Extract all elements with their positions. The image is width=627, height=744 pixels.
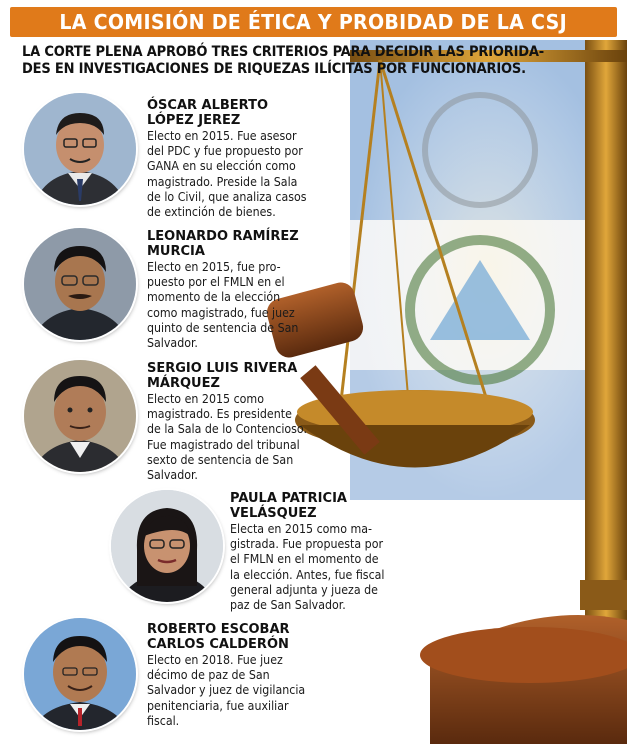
person-name xyxy=(147,361,307,391)
portrait-photo xyxy=(111,490,223,602)
person-name xyxy=(147,98,307,128)
name-line: ÓSCAR ALBERTO xyxy=(147,98,269,113)
bio-line: Electo en 2015. Fue asesor xyxy=(147,129,297,143)
bio-line: Electo en 2018. Fue juez xyxy=(147,653,283,667)
portrait-photo xyxy=(24,618,136,730)
bio-line: como magistrado, fue juez xyxy=(147,305,295,320)
person-name xyxy=(147,229,299,259)
page-title: LA COMISIÓN DE ÉTICA Y PROBIDAD DE LA CSJ xyxy=(59,10,568,34)
person-bio xyxy=(147,653,305,729)
name-line: MURCIA xyxy=(147,244,205,259)
bio-line: GANA en su elección como xyxy=(147,159,296,174)
person-info xyxy=(147,361,307,483)
bio-line: Fue magistrado del tribunal xyxy=(147,437,300,452)
name-line: SERGIO LUIS RIVERA xyxy=(147,361,298,376)
person-bio xyxy=(147,392,307,483)
portrait-photo xyxy=(24,93,136,205)
person-bio xyxy=(147,260,299,351)
person-name xyxy=(230,491,385,521)
name-line: MÁRQUEZ xyxy=(147,376,220,391)
person-info xyxy=(147,229,299,351)
bio-line: momento de la elección xyxy=(147,290,281,305)
bio-line: de la Sala de lo Contencioso. xyxy=(147,422,307,437)
portrait-photo xyxy=(24,360,136,472)
person-info xyxy=(147,98,307,220)
name-line: VELÁSQUEZ xyxy=(230,506,317,521)
name-line: LÓPEZ JEREZ xyxy=(147,113,241,128)
name-line: PAULA PATRICIA xyxy=(230,491,347,506)
bio-line: penitenciaria, fue auxiliar xyxy=(147,698,289,713)
bio-line: magistrado. Es presidente xyxy=(147,407,292,422)
person-bio xyxy=(230,522,385,613)
bio-line: del PDC y fue propuesto por xyxy=(147,144,303,159)
bio-line: paz de San Salvador. xyxy=(230,598,346,613)
person-bio xyxy=(147,129,307,220)
person-info xyxy=(230,491,385,613)
bio-line: puesto por el FMLN en el xyxy=(147,275,285,290)
name-line: LEONARDO RAMÍREZ xyxy=(147,229,299,244)
subtitle xyxy=(22,44,612,78)
title-banner xyxy=(10,7,617,37)
person-info xyxy=(147,622,305,729)
bio-line: de lo Civil, que analiza casos xyxy=(147,189,307,204)
subtitle-line: LA CORTE PLENA APROBÓ TRES CRITERIOS PARA DECIDIR LAS PRIORIDA- xyxy=(22,44,545,60)
bio-line: el FMLN en el momento de xyxy=(230,552,379,567)
bio-line: Electo en 2015 como xyxy=(147,392,264,406)
subtitle-line: DES EN INVESTIGACIONES DE RIQUEZAS ILÍCITAS POR FUNCIONARIOS. xyxy=(22,61,526,77)
bio-line: de extinción de bienes. xyxy=(147,205,276,220)
bio-line: la elección. Antes, fue fiscal xyxy=(230,567,385,582)
bio-line: Salvador y juez de vigilancia xyxy=(147,683,306,698)
bio-line: general adjunta y jueza de xyxy=(230,582,378,597)
bio-line: Salvador. xyxy=(147,468,198,483)
bio-line: quinto de sentencia de San xyxy=(147,320,299,335)
name-line: ROBERTO ESCOBAR xyxy=(147,622,290,637)
bio-line: Salvador. xyxy=(147,336,198,351)
bio-line: magistrado. Preside la Sala xyxy=(147,174,298,189)
portrait-photo xyxy=(24,228,136,340)
bio-line: Electa en 2015 como ma- xyxy=(230,522,373,536)
name-line: CARLOS CALDERÓN xyxy=(147,637,289,652)
bio-line: fiscal. xyxy=(147,713,180,728)
bio-line: sexto de sentencia de San xyxy=(147,452,294,467)
bio-line: Electo en 2015, fue pro- xyxy=(147,260,281,274)
bio-line: gistrada. Fue propuesta por xyxy=(230,537,384,552)
bio-line: décimo de paz de San xyxy=(147,668,270,683)
person-name xyxy=(147,622,305,652)
